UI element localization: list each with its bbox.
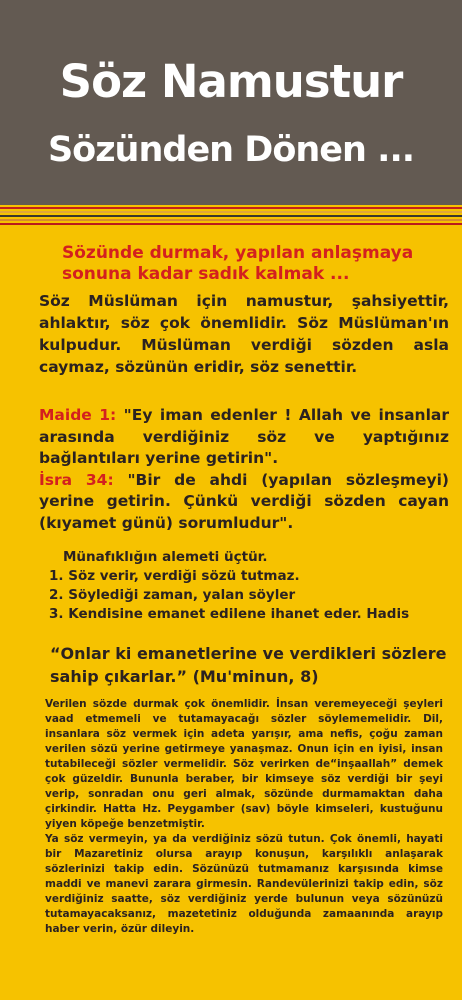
intro-paragraph: Söz Müslüman için namustur, şahsiyettir, ahlaktır, söz çok önemlidir. Söz Müslüman'ın kulpudur. Müslüman verdiği sözden asla caymaz, sözünün eridir, söz senettir. bbox=[39, 292, 449, 376]
header-banner bbox=[0, 0, 462, 205]
verse1-text: "Ey iman edenler ! Allah ve insanlar arasında verdiğiniz söz ve yaptığınız bağlantıları yerine getirin". bbox=[39, 406, 449, 467]
hadith-title: Münafıklığın alemeti üçtür. bbox=[63, 549, 268, 565]
list-item: 3. Kendisine emanet edilene ihanet eder. Hadis bbox=[49, 606, 410, 622]
verse1-ref: Maide 1: bbox=[39, 406, 117, 424]
content-area bbox=[0, 236, 462, 1000]
body-text bbox=[45, 697, 443, 937]
page-title: Söz Namustur bbox=[59, 55, 403, 108]
verses-block bbox=[39, 405, 449, 534]
page-subtitle: Sözünden Dönen ... bbox=[47, 130, 415, 170]
decorative-stripes bbox=[0, 205, 462, 227]
hadith-list bbox=[49, 567, 443, 624]
quran-quote: “Onlar ki emanetlerine ve verdikleri sözlere sahip çıkarlar.” (Mu'minun, 8) bbox=[50, 644, 447, 686]
verse2-text: "Bir de ahdi (yapılan sözleşmeyi) yerine getirin. Çünkü verdiği sözden cayan (kıyamet günü) sorumludur". bbox=[39, 470, 450, 532]
hadith-block bbox=[49, 548, 443, 624]
body-paragraph-2: Ya söz vermeyin, ya da verdiğiniz sözü tutun. Çok önemli, hayati bir Mazaretiniz olursa arayıp konuşun, karşılıklı anlaşarak sözlerinizi takip edin. Sözünüzü tutmamanız karşısında kimse maddi ve manevi zarara girmesin. Randevülerinizi takip edin, söz verdiğiniz saatte, söz verdiğiniz yerde bulunun veya sözünüzü tutamayacaksanız, mazetetiniz olduğunda zamaanında arayıp haber verin, özür dileyin. bbox=[45, 833, 443, 935]
list-item: 1. Söz verir, verdiği sözü tutmaz. bbox=[49, 568, 300, 584]
lead-text: Sözünde durmak, yapılan anlaşmaya sonuna kadar sadık kalmak ... bbox=[62, 243, 414, 284]
body-paragraph-1: Verilen sözde durmak çok önemlidir. İnsan veremeyeceği şeyleri vaad etmemeli ve tutamayacağı sözler söylememelidir. Dil, insanlara söz vermek için adeta yarışır, ama nefis, çoğu zaman verilen sözü yerine getirmeye yanaşmaz. Onun için en iyisi, insan tutabileceği sözler vermelidir. Söz verirken de“inşaallah” demek çok güzeldir. Bununla beraber, bir kimseye söz verdiği bir şeyi verip, sonradan onu geri almak, sözünde durmamaktan daha çirkindir. Hatta Hz. Peygamber (sav) böyle kimseleri, kustuğunu yiyen köpeğe benzetmiştir. bbox=[45, 698, 443, 830]
verse2-ref: İsra 34: bbox=[39, 470, 114, 489]
list-item: 2. Söylediği zaman, yalan söyler bbox=[49, 587, 296, 603]
